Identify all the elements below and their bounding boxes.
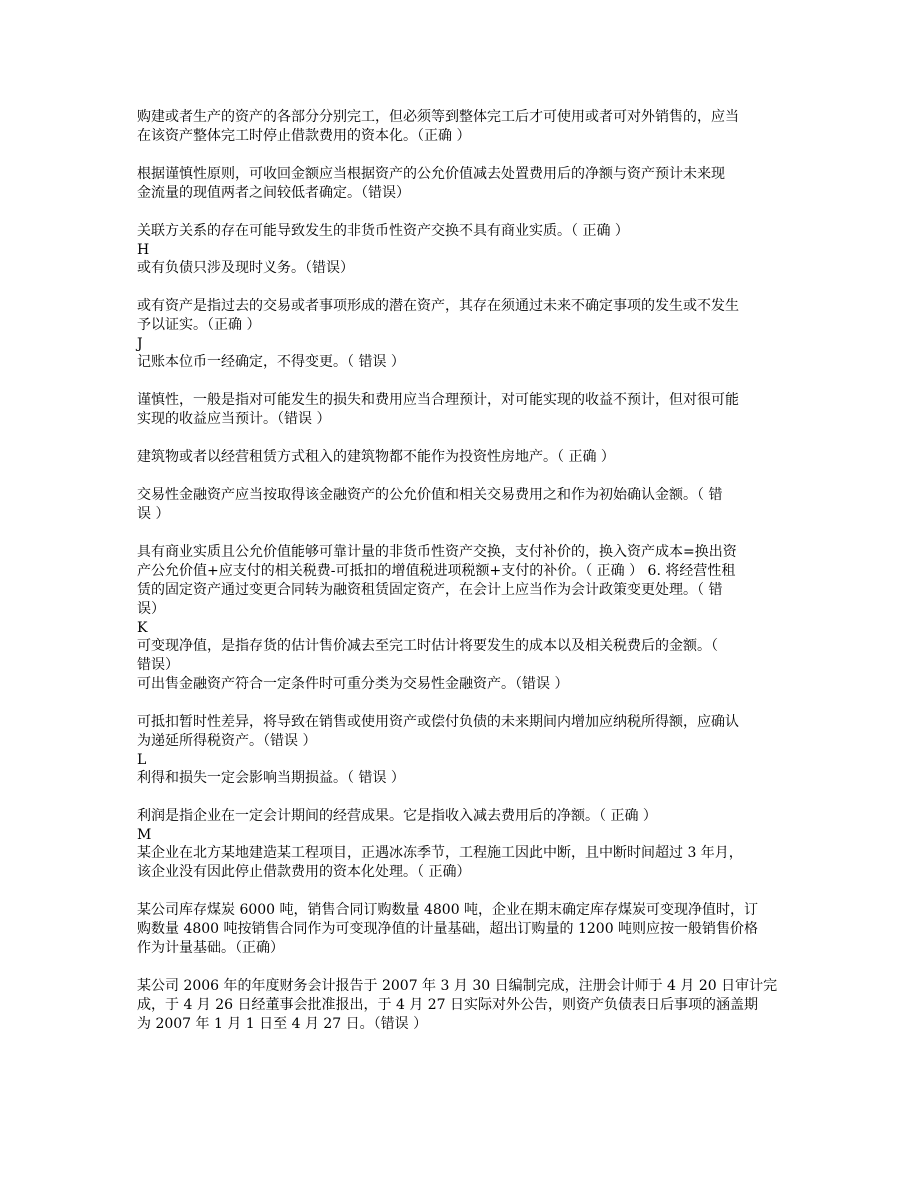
text-line: 关联方关系的存在可能导致发生的非货币性资产交换不具有商业实质。（ 正确 ）	[137, 223, 629, 239]
text-line: 赁的固定资产通过变更合同转为融资租赁固定资产，在会计上应当作为会计政策变更处理。（ 错	[137, 582, 723, 598]
paragraph-gap	[137, 278, 787, 297]
text-line: 可变现净值，是指存货的估计售价减去至完工时估计将要发生的成本以及相关税费后的金额。（	[137, 638, 718, 654]
paragraph-gap	[137, 882, 787, 901]
section-letter: H	[137, 242, 150, 258]
document-body	[137, 108, 787, 1034]
text-line: 成，于 4 月 26 日经董事会批准报出，于 4 月 27 日实际对外公告，则资产负债表日后事项的涵盖期	[137, 997, 759, 1013]
text-line: 可出售金融资产符合一定条件时可重分类为交易性金融资产。（错误 ）	[137, 676, 569, 692]
text-line: 产公允价值+应支付的相关税费-可抵扣的增值税进项税额+支付的补价。（ 正确 ） 6. 将经营性租	[137, 563, 736, 579]
paragraph-gap	[137, 146, 787, 165]
text-line: 可抵扣暂时性差异，将导致在销售或使用资产或偿付负债的未来期间内增加应纳税所得额，应确认	[137, 714, 739, 730]
text-line: 错误）	[137, 657, 179, 673]
text-line: 建筑物或者以经营租赁方式租入的建筑物都不能作为投资性房地产。（ 正确 ）	[137, 449, 615, 465]
text-line: 误）	[137, 601, 165, 617]
text-line: 利润是指企业在一定会计期间的经营成果。它是指收入减去费用后的净额。（ 正确 ）	[137, 808, 657, 824]
text-line: 根据谨慎性原则，可收回金额应当根据资产的公允价值减去处置费用后的净额与资产预计未来现	[137, 166, 725, 182]
paragraph-gap	[137, 694, 787, 713]
paragraph-gap	[137, 372, 787, 391]
text-line: 利得和损失一定会影响当期损益。（ 错误 ）	[137, 770, 405, 786]
paragraph-gap	[137, 203, 787, 222]
text-line: 某公司库存煤炭 6000 吨，销售合同订购数量 4800 吨，企业在期末确定库存煤炭可变现净值时，订	[137, 902, 759, 918]
text-line: 或有负债只涉及现时义务。（错误）	[137, 260, 354, 276]
section-letter: L	[137, 752, 147, 768]
text-line: 购数量 4800 吨按销售合同作为可变现净值的计量基础，超出订购量的 1200 吨则应按一般销售价格	[137, 921, 759, 937]
text-line: 具有商业实质且公允价值能够可靠计量的非货币性资产交换，支付补价的，换入资产成本=换出资	[137, 544, 737, 560]
section-letter: J	[137, 336, 143, 352]
text-line: 实现的收益应当预计。（错误 ）	[137, 411, 331, 427]
text-line: 误 ）	[137, 506, 170, 522]
text-line: 作为计量基础。（正确）	[137, 940, 284, 956]
text-line: 某公司 2006 年的年度财务会计报告于 2007 年 3 月 30 日编制完成，注册会计师于 4 月 20 日审计完	[137, 978, 778, 994]
text-line: 为 2007 年 1 月 1 日至 4 月 27 日。（错误 ）	[137, 1016, 428, 1032]
text-line: 谨慎性，一般是指对可能发生的损失和费用应当合理预计，对可能实现的收益不预计，但对很可能	[137, 392, 739, 408]
text-line: 金流量的现值两者之间较低者确定。（错误）	[137, 185, 410, 201]
text-line: 该企业没有因此停止借款费用的资本化处理。（ 正确）	[137, 864, 471, 880]
text-line: 购建或者生产的资产的各部分分别完工，但必须等到整体完工后才可使用或者可对外销售的，应当	[137, 109, 739, 125]
paragraph-gap	[137, 524, 787, 543]
text-line: 或有资产是指过去的交易或者事项形成的潜在资产，其存在须通过未来不确定事项的发生或不发生	[137, 298, 739, 314]
text-line: 某企业在北方某地建造某工程项目，正遇冰冻季节，工程施工因此中断，且中断时间超过 3 年月，	[137, 845, 743, 861]
section-letter: K	[137, 620, 148, 636]
text-line: 记账本位币一经确定，不得变更。（ 错误 ）	[137, 354, 405, 370]
paragraph-gap	[137, 429, 787, 448]
text-line: 为递延所得税资产。（错误 ）	[137, 733, 317, 749]
section-letter: M	[137, 827, 152, 843]
text-line: 在该资产整体完工时停止借款费用的资本化。（正确 ）	[137, 128, 471, 144]
paragraph-gap	[137, 788, 787, 807]
text-line: 予以证实。（正确 ）	[137, 317, 261, 333]
paragraph-gap	[137, 958, 787, 977]
paragraph-gap	[137, 467, 787, 486]
text-line: 交易性金融资产应当按取得该金融资产的公允价值和相关交易费用之和作为初始确认金额。（ 错	[137, 487, 723, 503]
